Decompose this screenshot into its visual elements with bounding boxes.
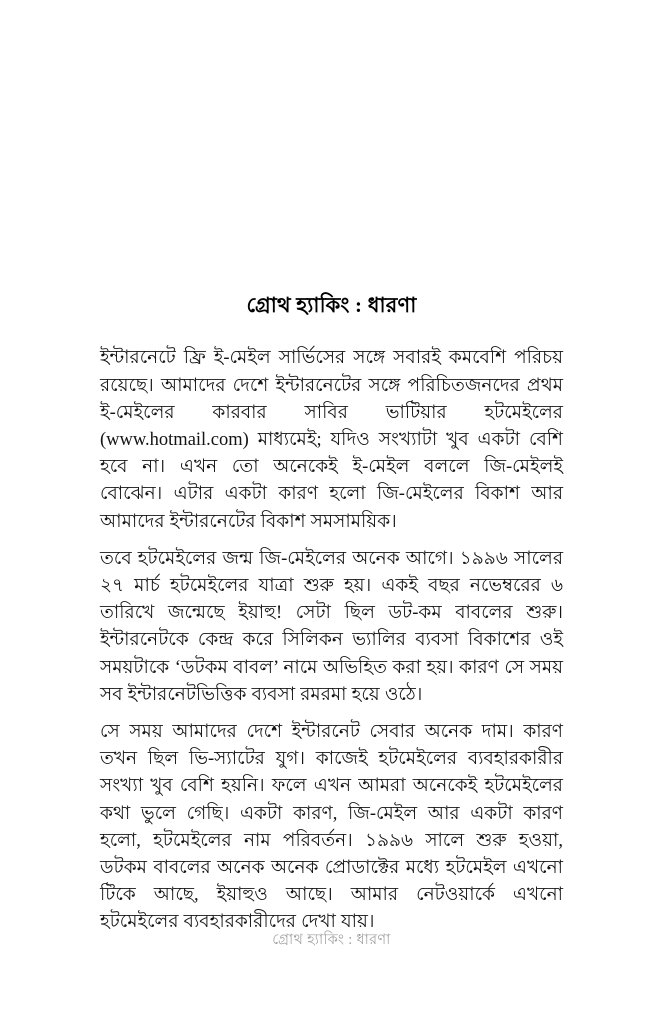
running-footer: গ্রোথ হ্যাকিং : ধারণা — [272, 932, 391, 948]
text-column — [100, 292, 563, 937]
body-paragraph-2: তবে হটমেইলের জন্ম জি-মেইলের অনেক আগে। ১৯৯৬ সালের ২৭ মার্চ হটমেইলের যাত্রা শুরু হয়। একই বছর নভেম্বরের ৬ তারিখে জন্মেছে ইয়াহু! সেটা ছিল ডট-কম বাবলের শুরু। ইন্টারনেটকে কেন্দ্র করে সিলিকন ভ্যালির ব্যবসা বিকাশের ওই সময়টাকে ‘ডটকম বাবল’ নামে অভিহিত করা হয়। কারণ সে সময় সব ইন্টারনেটভিত্তিক ব্যবসা রমরমা হয়ে ওঠে। — [100, 548, 563, 705]
body-paragraph-3: সে সময় আমাদের দেশে ইন্টারনেট সেবার অনেক দাম। কারণ তখন ছিল ভি-স্যাটের যুগ। কাজেই হটমেইলের ব্যবহারকারীর সংখ্যা খুব বেশি হয়নি। ফলে এখন আমরা অনেকেই হটমেইলের কথা ভুলে গেছি। একটা কারণ, জি-মেইল আর একটা কারণ হলো, হটমেইলের নাম পরিবর্তন। ১৯৯৬ সালে শুরু হওয়া, ডটকম বাবলের অনেক অনেক প্রোডাক্টের মধ্যে হটমেইল এখনো টিকে আছে, ইয়াহুও আছে। আমার নেটওয়ার্কে এখনো হটমেইলের ব্যবহারকারীদের দেখা যায়। — [100, 721, 563, 933]
body-paragraph-1: ইন্টারনেটে ফ্রি ই-মেইল সার্ভিসের সঙ্গে সবারই কমবেশি পরিচয় রয়েছে। আমাদের দেশে ইন্টারনেটের সঙ্গে পরিচিতজনদের প্রথম ই-মেইলের কারবার সাবির ভাটিয়ার হটমেইলের (www.hotmail.com) মাধ্যমেই; যদিও সংখ্যাটা খুব একটা বেশি হবে না। এখন তো অনেকেই ই-মেইল বললে জি-মেইলই বোঝেন। এটার একটা কারণ হলো জি-মেইলের বিকাশ আর আমাদের ইন্টারনেটের বিকাশ সমসাময়িক। — [100, 348, 563, 532]
page-title: গ্রোথ হ্যাকিং : ধারণা — [246, 293, 417, 317]
